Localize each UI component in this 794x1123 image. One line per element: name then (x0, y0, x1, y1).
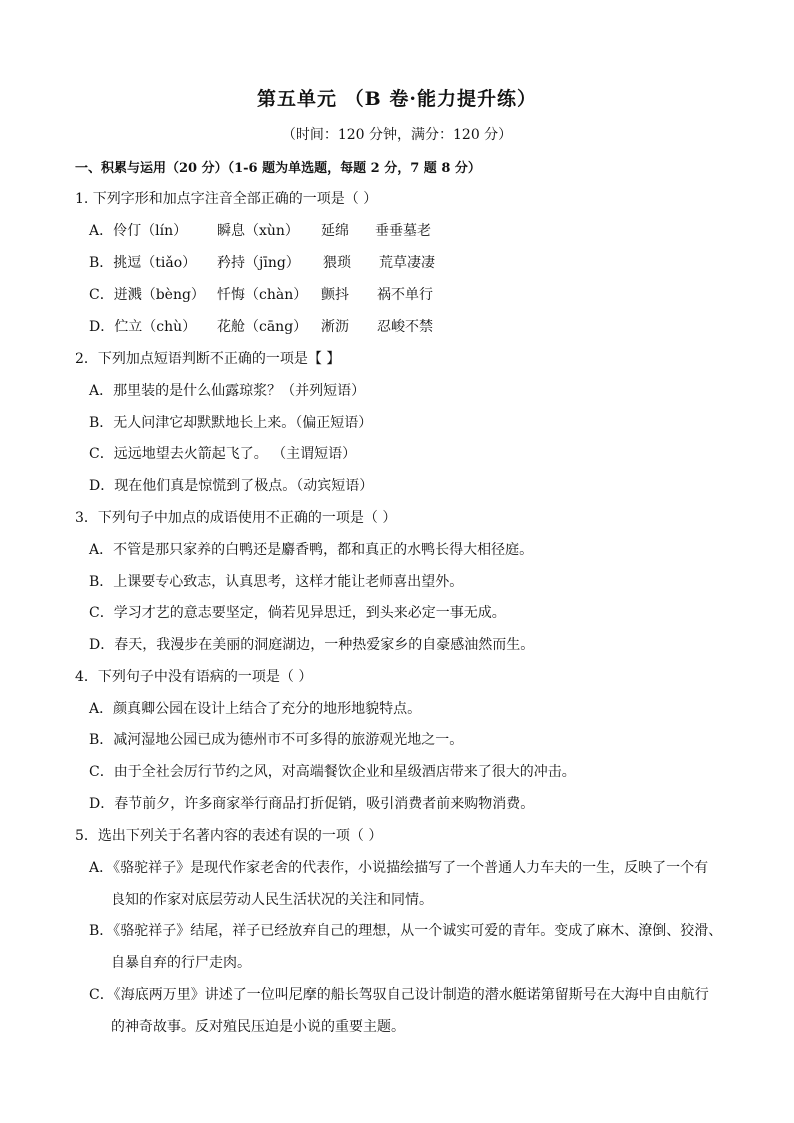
option-word: 淅沥 (321, 319, 349, 335)
option-word: 忍峻不禁 (377, 319, 433, 335)
page-title: 第五单元 （B 卷·能力提升练） (257, 88, 537, 110)
option-word: 祸不单行 (377, 287, 433, 303)
question-1-option-b (89, 252, 435, 272)
question-3-option-b: B．上课要专心致志，认真思考，这样才能让老师喜出望外。 (89, 574, 464, 590)
question-4-option-d: D．春节前夕，许多商家举行商品打折促销，吸引消费者前来购物消费。 (89, 796, 535, 812)
option-word: 延绵 (321, 223, 349, 239)
option-word: B．挑逗（tiǎo） (89, 255, 197, 271)
option-word: 垂垂墓老 (375, 223, 431, 239)
question-2-stem: 2．下列加点短语判断不正确的一项是【 】 (75, 351, 341, 367)
option-word: D．伫立（chù） (89, 319, 197, 335)
option-word: 瞬息（xùn） (217, 223, 299, 239)
option-word: C．迸溅（bèng） (89, 287, 205, 303)
option-word: A．伶仃（lín） (89, 223, 188, 239)
option-word: 忏悔（chàn） (217, 287, 308, 303)
question-2-option-c: C．远远地望去火箭起飞了。 （主谓短语） (89, 446, 357, 462)
question-5-stem: 5．选出下列关于名著内容的表述有误的一项（ ） (75, 828, 383, 844)
question-4-option-c: C．由于全社会厉行节约之风，对高端餐饮企业和星级酒店带来了很大的冲击。 (89, 764, 576, 780)
question-4-option-a: A．颜真卿公园在设计上结合了充分的地形地貌特点。 (89, 701, 422, 717)
question-5-option-b-continued: 自暴自弃的行尸走肉。 (111, 955, 251, 971)
question-1-option-d (89, 316, 433, 336)
question-3-option-a: A．不管是那只家养的白鸭还是麝香鸭，都和真正的水鸭长得大相径庭。 (89, 542, 534, 558)
option-word: 猥琐 (323, 255, 351, 271)
exam-time-score: （时间：120 分钟，满分：120 分） (281, 127, 513, 143)
question-3-option-d: D．春天，我漫步在美丽的洞庭湖边，一种热爱家乡的自豪感油然而生。 (89, 637, 535, 653)
option-word: 花舱（cāng） (217, 319, 308, 335)
question-4-stem: 4．下列句子中没有语病的一项是（ ） (75, 669, 313, 685)
question-1-option-c (89, 284, 433, 304)
question-5-option-c: C．《海底两万里》讲述了一位叫尼摩的船长驾驭自己设计制造的潜水艇诺第留斯号在大海中自由航行 (89, 987, 709, 1003)
question-4-option-b: B．减河湿地公园已成为德州市不可多得的旅游观光地之一。 (89, 732, 464, 748)
option-word: 矜持（jīng） (217, 255, 300, 271)
question-2-option-d: D．现在他们真是惊慌到了极点。（动宾短语） (89, 478, 374, 494)
question-5-option-b: B．《骆驼祥子》结尾，祥子已经放弃自己的理想，从一个诚实可爱的青年。变成了麻木、潦倒、狡滑、 (89, 923, 723, 939)
question-2-option-a: A．那里装的是什么仙露琼浆？（并列短语） (89, 383, 366, 399)
question-5-option-c-continued: 的神奇故事。反对殖民压迫是小说的重要主题。 (111, 1019, 405, 1035)
question-5-option-a: A．《骆驼祥子》是现代作家老舍的代表作，小说描绘描写了一个普通人力车夫的一生，反映了一个有 (89, 860, 709, 876)
option-word: 颤抖 (321, 287, 349, 303)
question-1-option-a (89, 220, 431, 240)
section-heading: 一、积累与运用（20 分）（1-6 题为单选题，每题 2 分，7 题 8 分） (75, 161, 481, 176)
question-3-option-c: C．学习才艺的意志要坚定，倘若见异思迁，到头来必定一事无成。 (89, 605, 506, 621)
question-5-option-a-continued: 良知的作家对底层劳动人民生活状况的关注和同情。 (111, 892, 433, 908)
question-3-stem: 3．下列句子中加点的成语使用不正确的一项是（ ） (75, 510, 397, 526)
option-word: 荒草凄凄 (379, 255, 435, 271)
question-1-stem: 1. 下列字形和加点字注音全部正确的一项是（ ） (75, 191, 378, 207)
question-2-option-b: B．无人问津它却默默地长上来。（偏正短语） (89, 415, 373, 431)
